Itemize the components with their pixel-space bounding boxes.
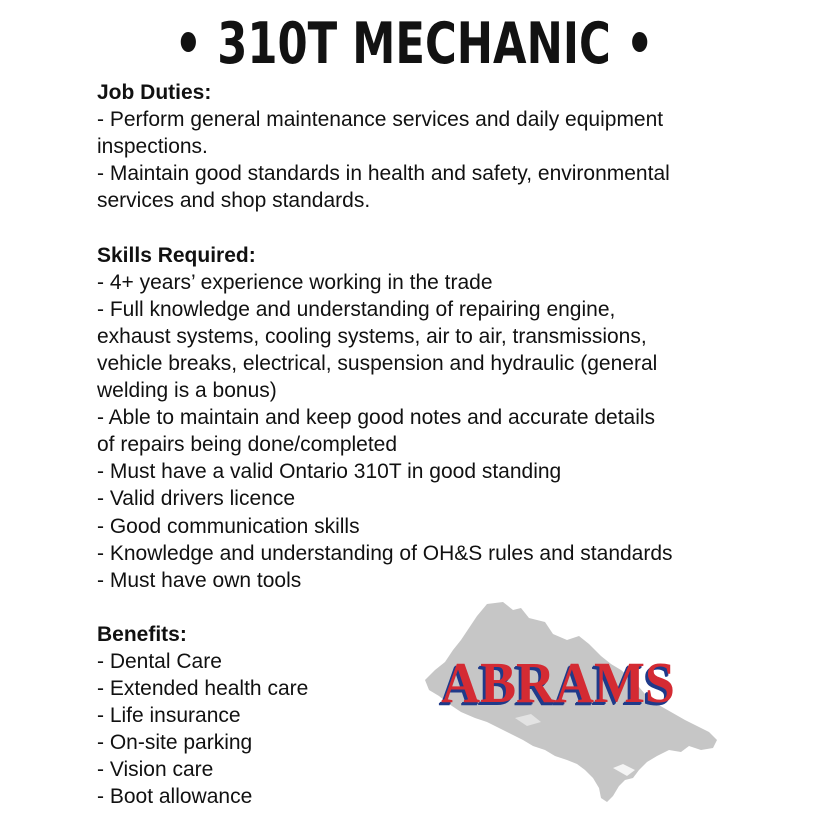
- list-line: - Maintain good standards in health and safety, environmental: [97, 162, 670, 186]
- logo-wordmark: ABRAMS: [441, 650, 675, 715]
- list-line: - Perform general maintenance services and daily equipment: [97, 108, 664, 132]
- section-heading: Skills Required:: [97, 243, 256, 267]
- section-skills-required: [97, 242, 787, 594]
- list-line: of repairs being done/completed: [97, 433, 398, 457]
- list-line: inspections.: [97, 135, 208, 159]
- section-job-duties: [97, 79, 787, 214]
- list-line: - Vision care: [97, 758, 214, 782]
- list-line: - Dental Care: [97, 649, 222, 673]
- section-heading: Job Duties:: [97, 81, 212, 104]
- list-line: - Life insurance: [97, 704, 241, 728]
- list-line: services and shop standards.: [97, 189, 371, 213]
- list-line: vehicle breaks, electrical, suspension and hydraulic (general: [97, 351, 658, 375]
- list-line: - Valid drivers licence: [97, 487, 296, 511]
- list-line: - Good communication skills: [97, 514, 360, 538]
- list-line: - Boot allowance: [97, 785, 253, 809]
- list-line: - Must have own tools: [97, 568, 302, 592]
- section-heading: Benefits:: [97, 622, 187, 646]
- list-line: welding is a bonus): [97, 379, 277, 403]
- list-line: - On-site parking: [97, 731, 253, 755]
- page-title: • 310T MECHANIC •: [174, 11, 654, 77]
- list-line: - Able to maintain and keep good notes and accurate details: [97, 406, 656, 430]
- list-line: - Full knowledge and understanding of repairing engine,: [97, 297, 616, 321]
- list-line: - Extended health care: [97, 677, 309, 701]
- list-line: - 4+ years’ experience working in the trade: [97, 270, 493, 294]
- list-line: - Knowledge and understanding of OH&S rules and standards: [97, 541, 673, 565]
- list-line: - Must have a valid Ontario 310T in good standing: [97, 460, 562, 484]
- section-spacer: [97, 214, 787, 241]
- company-logo: [395, 600, 725, 805]
- list-line: exhaust systems, cooling systems, air to air, transmissions,: [97, 324, 647, 348]
